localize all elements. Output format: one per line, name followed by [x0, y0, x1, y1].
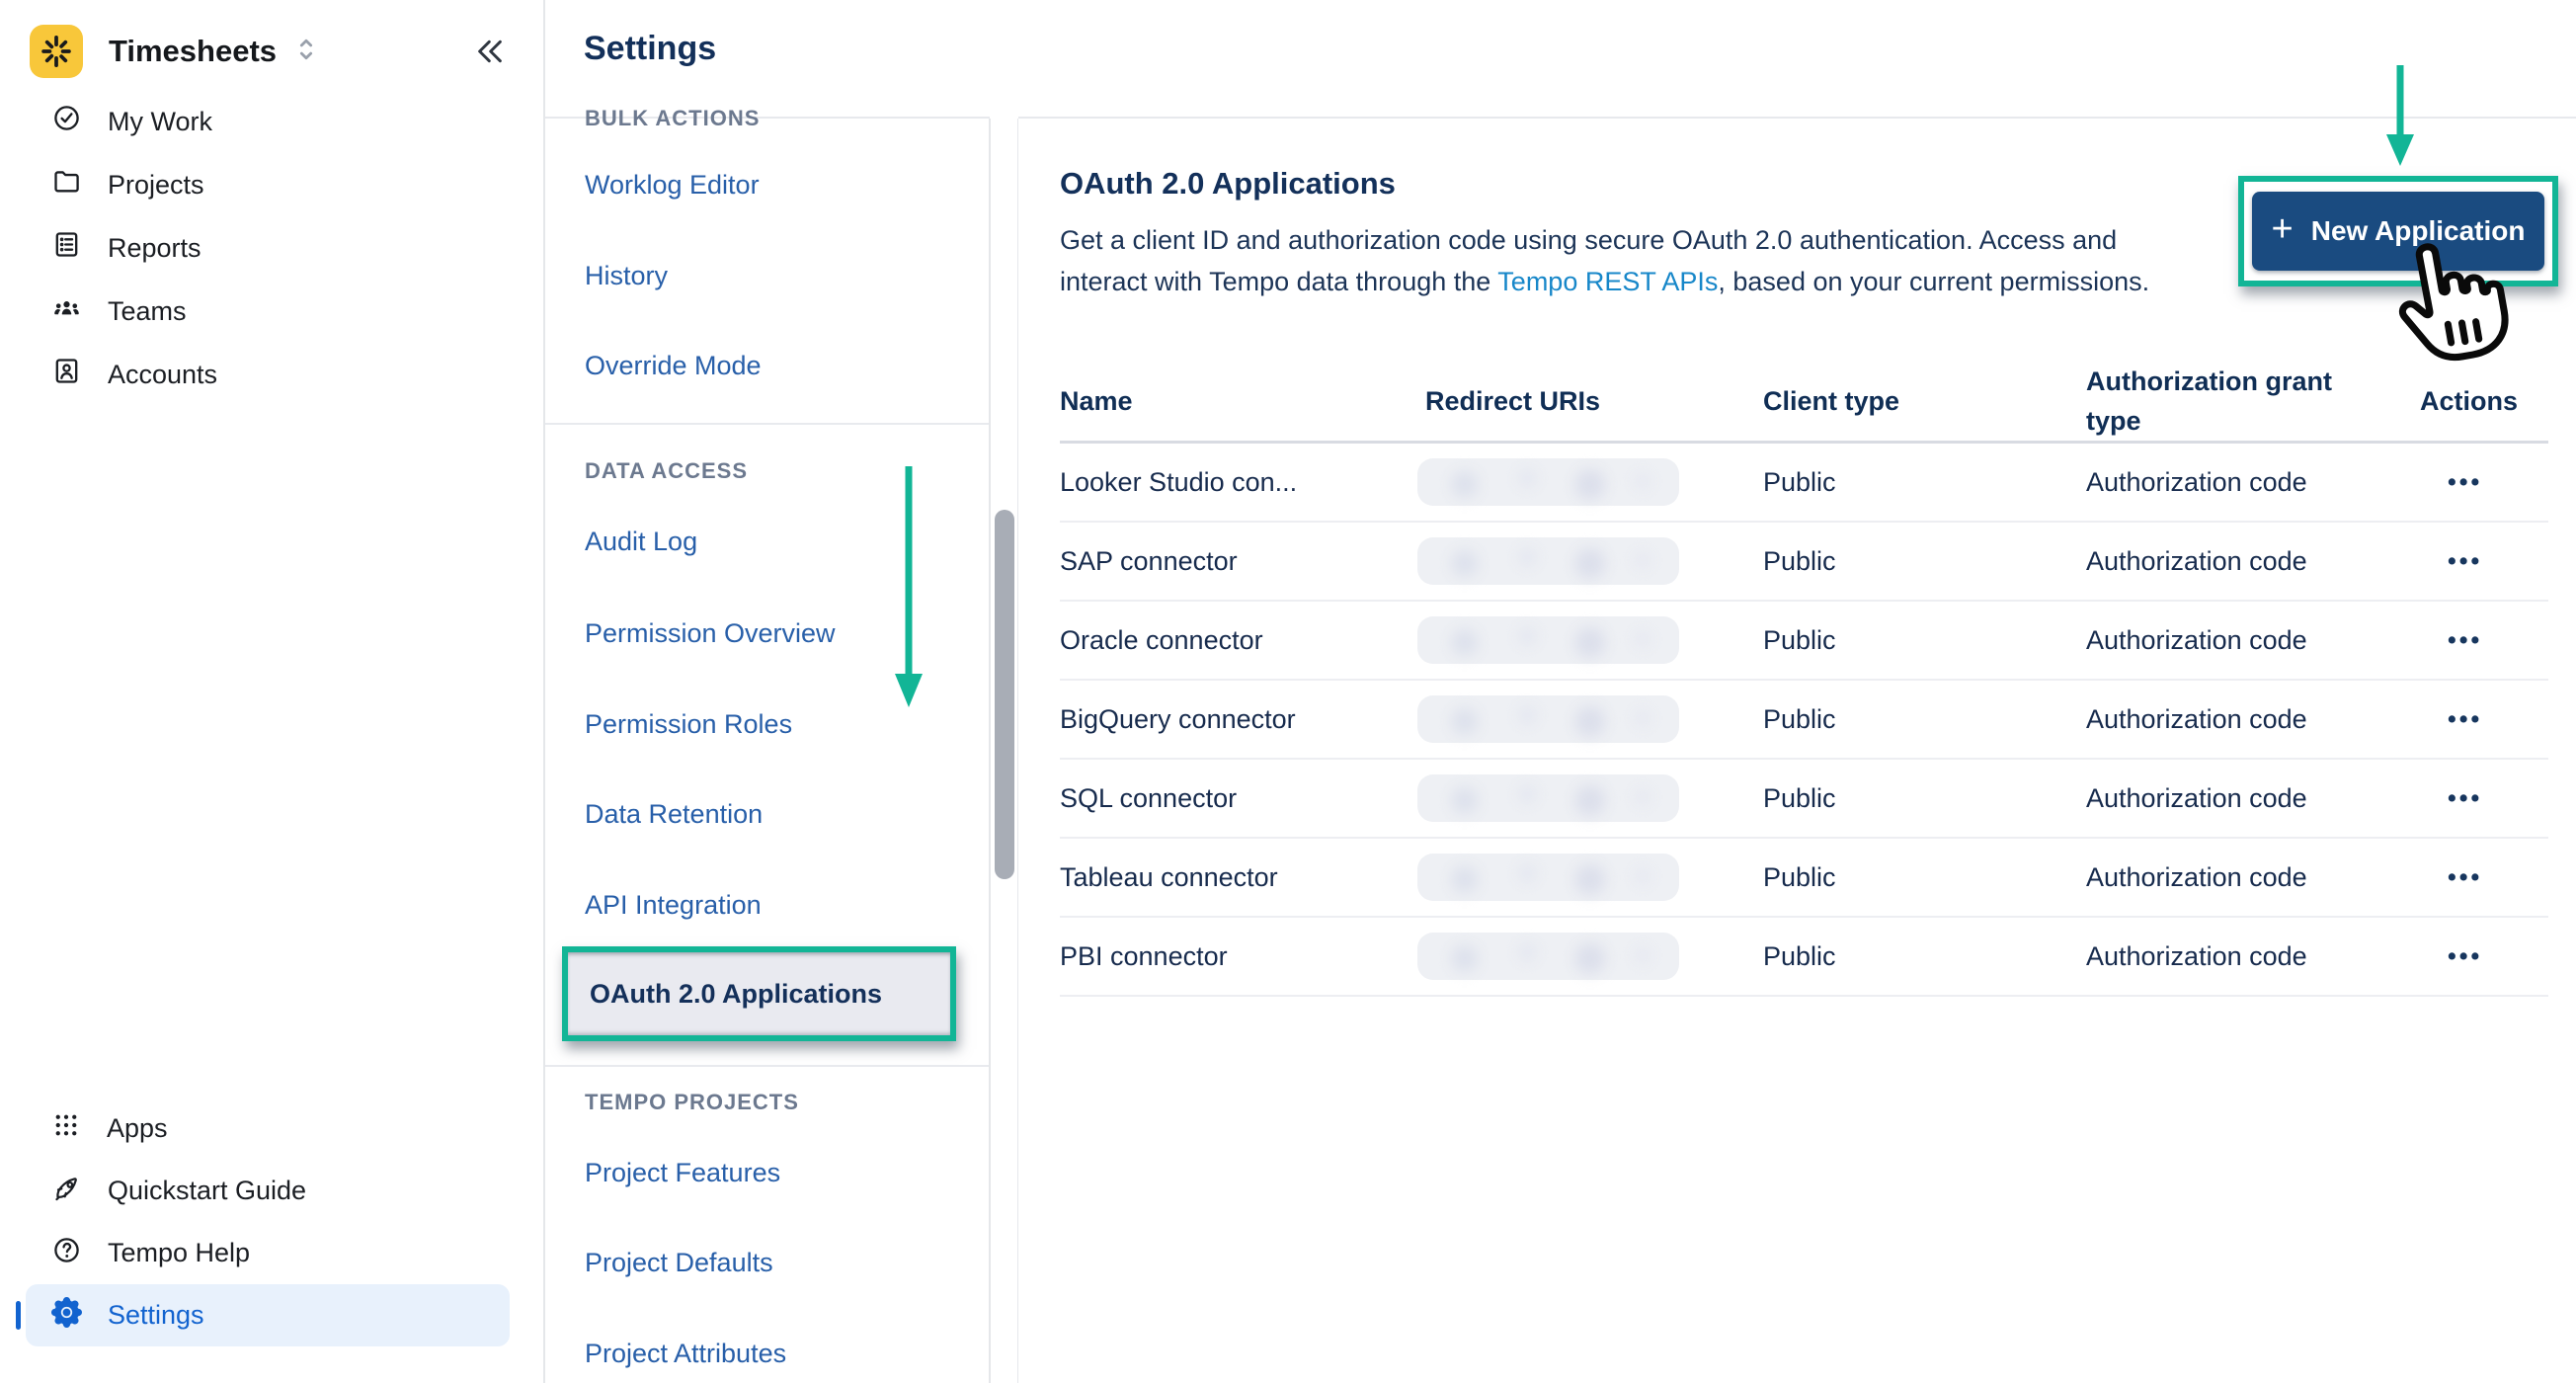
sidebar-item-quickstart-guide[interactable]: [0, 1160, 545, 1222]
settings-nav-api-integration[interactable]: API Integration: [585, 890, 762, 920]
main-sidebar: [0, 0, 545, 1383]
settings-nav-permission-roles[interactable]: Permission Roles: [585, 709, 793, 739]
tempo-rest-apis-link[interactable]: Tempo REST APIs: [1497, 267, 1719, 296]
column-header-actions: Actions: [2420, 385, 2519, 416]
grant-type-cell: Authorization code: [2086, 861, 2307, 892]
sidebar-item-teams[interactable]: [0, 280, 545, 343]
grant-type-cell: Authorization code: [2086, 703, 2307, 734]
app-switcher-icon[interactable]: [292, 34, 320, 70]
grid-dots-icon: [51, 1110, 81, 1147]
row-actions-menu-icon[interactable]: •••: [2448, 783, 2483, 812]
app-name-cell: SAP connector: [1060, 545, 1238, 576]
sidebar-item-label: Reports: [108, 232, 201, 263]
row-actions-menu-icon[interactable]: •••: [2448, 941, 2483, 970]
client-type-cell: Public: [1763, 466, 1836, 497]
report-list-icon: [51, 229, 82, 267]
app-name-cell: Tableau connector: [1060, 861, 1278, 892]
sidebar-item-label: Apps: [107, 1113, 168, 1143]
rocket-icon: [51, 1173, 82, 1210]
redacted-redirect-uri: [1417, 774, 1679, 822]
primary-nav: [0, 90, 545, 406]
sidebar-item-apps[interactable]: [0, 1098, 545, 1160]
description-line-1: Get a client ID and authorization code using secure OAuth 2.0 authentication. Access and: [1060, 225, 2118, 255]
nav-group-divider: [545, 423, 990, 425]
column-header-client-type: Client type: [1763, 385, 1900, 416]
folder-icon: [51, 166, 82, 203]
grant-type-cell: Authorization code: [2086, 782, 2307, 813]
table-row: [1060, 523, 2548, 602]
settings-nav-oauth-applications-active[interactable]: OAuth 2.0 Applications: [568, 952, 950, 1035]
oauth-applications-table: [1060, 362, 2548, 997]
client-type-cell: Public: [1763, 545, 1836, 576]
content-heading: OAuth 2.0 Applications: [1060, 166, 1396, 201]
settings-nav-project-features[interactable]: Project Features: [585, 1158, 781, 1187]
description-line-2: interact with Tempo data through the Tempo REST APIs, based on your current permissions.: [1060, 267, 2150, 296]
gear-icon: [51, 1297, 82, 1335]
table-row: [1060, 839, 2548, 918]
sidebar-item-label: Quickstart Guide: [108, 1176, 307, 1205]
table-header-row: [1060, 362, 2548, 444]
settings-nav-history[interactable]: History: [585, 261, 669, 290]
redacted-redirect-uri: [1417, 695, 1679, 743]
sidebar-item-my-work[interactable]: [0, 90, 545, 153]
question-circle-icon: [51, 1235, 82, 1272]
app-name-cell: BigQuery connector: [1060, 703, 1296, 734]
table-row: [1060, 444, 2548, 523]
sidebar-item-reports[interactable]: [0, 216, 545, 280]
redacted-redirect-uri: [1417, 616, 1679, 664]
sidebar-item-tempo-help[interactable]: [0, 1222, 545, 1284]
app-name-cell: SQL connector: [1060, 782, 1238, 813]
check-circle-icon: [51, 103, 82, 140]
settings-nav-data-retention[interactable]: Data Retention: [585, 799, 764, 829]
settings-nav-audit-log[interactable]: Audit Log: [585, 527, 698, 556]
settings-nav-permission-overview[interactable]: Permission Overview: [585, 618, 836, 648]
people-group-icon: [51, 292, 82, 330]
grant-type-cell: Authorization code: [2086, 940, 2307, 971]
column-header-name: Name: [1060, 385, 1133, 416]
grant-type-cell: Authorization code: [2086, 624, 2307, 655]
settings-nav-override-mode[interactable]: Override Mode: [585, 351, 762, 380]
app-name-cell: PBI connector: [1060, 940, 1228, 971]
settings-nav-panel: [545, 106, 990, 1383]
section-header-tempo-projects: TEMPO PROJECTS: [585, 1090, 799, 1114]
client-type-cell: Public: [1763, 624, 1836, 655]
table-row: [1060, 602, 2548, 681]
tempo-logo-icon: [30, 25, 83, 78]
row-actions-menu-icon[interactable]: •••: [2448, 467, 2483, 496]
app-header: [30, 25, 320, 78]
row-actions-menu-icon[interactable]: •••: [2448, 862, 2483, 891]
app-title: Timesheets: [109, 34, 278, 68]
redacted-redirect-uri: [1417, 537, 1679, 585]
column-header-grant-type: Authorization grant type: [2086, 366, 2332, 436]
row-actions-menu-icon[interactable]: •••: [2448, 625, 2483, 654]
settings-nav-project-attributes[interactable]: Project Attributes: [585, 1339, 787, 1368]
redacted-redirect-uri: [1417, 458, 1679, 506]
collapse-sidebar-icon[interactable]: [472, 33, 508, 75]
section-header-data-access: DATA ACCESS: [585, 458, 748, 483]
table-row: [1060, 681, 2548, 760]
main-content: [1018, 119, 2576, 1383]
app-name-cell: Oracle connector: [1060, 624, 1263, 655]
nav-group-divider: [545, 1065, 990, 1067]
person-card-icon: [51, 356, 82, 393]
sidebar-item-label: Tempo Help: [108, 1238, 251, 1267]
sidebar-item-label: My Work: [108, 106, 212, 136]
annotation-arrow-down-nav: [887, 462, 930, 711]
grant-type-cell: Authorization code: [2086, 545, 2307, 576]
redacted-redirect-uri: [1417, 854, 1679, 901]
page-title: Settings: [584, 30, 717, 67]
sidebar-item-accounts[interactable]: [0, 343, 545, 406]
secondary-nav: [0, 1098, 545, 1346]
row-actions-menu-icon[interactable]: •••: [2448, 546, 2483, 575]
redacted-redirect-uri: [1417, 933, 1679, 980]
settings-nav-worklog-editor[interactable]: Worklog Editor: [585, 170, 760, 200]
settings-nav-project-defaults[interactable]: Project Defaults: [585, 1248, 773, 1277]
client-type-cell: Public: [1763, 861, 1836, 892]
sidebar-item-settings[interactable]: [26, 1284, 510, 1346]
panel-divider: [989, 119, 991, 1383]
sidebar-item-projects[interactable]: [0, 153, 545, 216]
client-type-cell: Public: [1763, 940, 1836, 971]
row-actions-menu-icon[interactable]: •••: [2448, 704, 2483, 733]
app-name-cell: Looker Studio con...: [1060, 466, 1298, 497]
clipped-section-header: BULK ACTIONS: [585, 106, 761, 130]
sidebar-item-label: Projects: [108, 169, 204, 200]
sidebar-item-label: Settings: [108, 1300, 204, 1330]
column-header-redirect-uris: Redirect URIs: [1425, 385, 1601, 416]
table-row: [1060, 760, 2548, 839]
sidebar-item-label: Teams: [108, 295, 187, 326]
annotation-arrow-down-button: [2378, 63, 2422, 170]
scrollbar-thumb[interactable]: [995, 510, 1014, 879]
sidebar-item-label: Accounts: [108, 359, 218, 389]
table-row: [1060, 918, 2548, 997]
grant-type-cell: Authorization code: [2086, 466, 2307, 497]
client-type-cell: Public: [1763, 703, 1836, 734]
client-type-cell: Public: [1763, 782, 1836, 813]
hand-pointer-cursor-icon: [2377, 229, 2515, 377]
content-description: [1060, 219, 2265, 302]
active-indicator-bar: [16, 1301, 21, 1330]
new-application-button-label: New Application: [2310, 215, 2526, 246]
plus-icon: +: [2271, 208, 2294, 250]
annotation-highlight-box: [562, 946, 956, 1041]
